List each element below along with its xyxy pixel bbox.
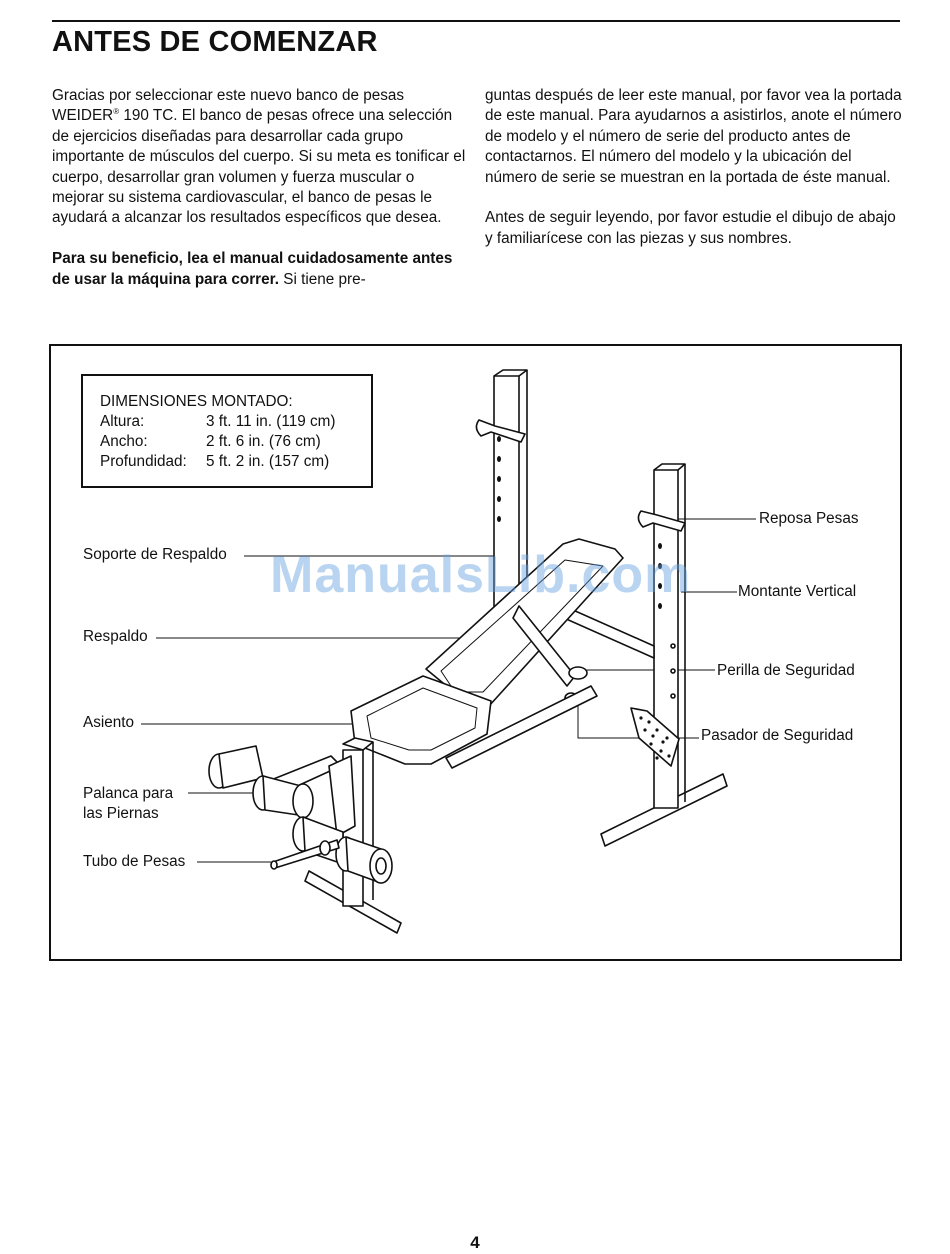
intro-left-column (52, 86, 470, 310)
intro-paragraph-2: Para su beneficio, lea el manual cuidadosamente antes de usar la máquina para correr. Si tiene pre- (52, 250, 453, 288)
intro-right-column (485, 86, 903, 270)
label-respaldo: Respaldo (83, 628, 148, 645)
top-rule (52, 20, 900, 22)
dimension-row-height: Altura: 3 ft. 11 in. (119 cm) (100, 413, 336, 430)
watermark: ManualsLib.com (270, 546, 692, 604)
dimension-row-width: Ancho: 2 ft. 6 in. (76 cm) (100, 433, 321, 450)
label-palanca-para-las-piernas: Palanca para las Piernas (83, 785, 174, 822)
label-pasador-de-seguridad: Pasador de Seguridad (701, 727, 854, 744)
intro-paragraph-2-continued: guntas después de leer este manual, por favor vea la portada de este manual. Para ayudarnos a asistirlos, anote el número de modelo y el número de serie del producto antes de contactarnos. El número del modelo y la ubicación del número de serie se muestran en la portada de éste manual. (485, 87, 902, 186)
label-soporte-de-respaldo: Soporte de Respaldo (83, 546, 227, 563)
bench-diagram-figure (49, 344, 902, 961)
registered-mark: ® (113, 107, 120, 117)
label-tubo-de-pesas: Tubo de Pesas (83, 853, 186, 870)
label-reposa-pesas: Reposa Pesas (759, 510, 859, 527)
intro-paragraph-3: Antes de seguir leyendo, por favor estudie el dibujo de abajo y familiarícese con las piezas y sus nombres. (485, 209, 896, 247)
assembled-dimensions-box (81, 374, 373, 488)
page-title: ANTES DE COMENZAR (52, 26, 378, 58)
page-number: 4 (470, 1233, 480, 1252)
intro-paragraph-1: Gracias por seleccionar este nuevo banco de pesas WEIDER® 190 TC. El banco de pesas ofrece una selección de ejercicios diseñadas para desarrollar cada grupo importante de músculos del cuerpo. Si su meta es tonificar el cuerpo, desarrollar gran volumen y fuerza muscular o mejorar su sistema cardiovascular, el banco de pesas le ayudará a alcanzar los resultados específicos que desea. (52, 87, 466, 227)
label-asiento: Asiento (83, 714, 135, 731)
label-perilla-de-seguridad: Perilla de Seguridad (717, 662, 855, 679)
dimension-row-depth: Profundidad: 5 ft. 2 in. (157 cm) (100, 453, 330, 470)
dimensions-heading: DIMENSIONES MONTADO: (100, 393, 293, 410)
label-montante-vertical: Montante Vertical (738, 583, 857, 600)
